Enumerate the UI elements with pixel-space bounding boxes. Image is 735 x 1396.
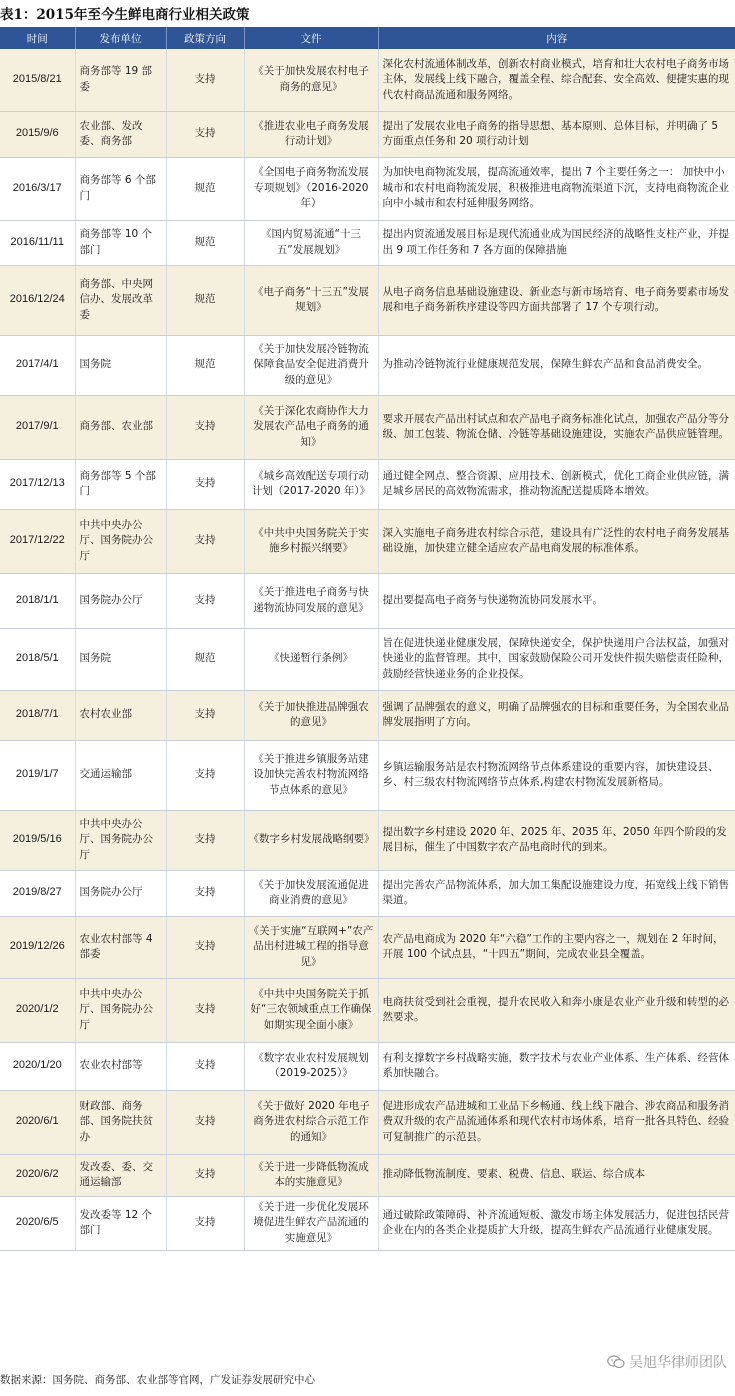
date-cell: 2018/1/1 bbox=[0, 573, 75, 628]
content-cell: 提出内贸流通发展目标是现代流通业成为国民经济的战略性支柱产业，并提出 9 项工作任务和 7 各方面的保障措施 bbox=[378, 220, 735, 265]
content-cell: 通过健全网点、整合资源、应用技术、创新模式，优化工商企业供应链，满足城乡居民的高效物流需求，推动物流配送提质降本增效。 bbox=[378, 459, 735, 509]
table-row bbox=[0, 265, 735, 335]
content-cell: 推动降低物流制度、要素、税费、信息、联运、综合成本 bbox=[378, 1154, 735, 1196]
table-row bbox=[0, 740, 735, 810]
direction-cell: 支持 bbox=[166, 1154, 244, 1196]
date-cell: 2018/5/1 bbox=[0, 628, 75, 690]
content-cell: 旨在促进快递业健康发展，保障快递安全，保护快递用户合法权益，加强对快递业的监督管理。其中，国家鼓励保险公司开发快件损失赔偿责任险种，鼓励经营快递业务的企业投保。 bbox=[378, 628, 735, 690]
header-row bbox=[0, 27, 735, 49]
content-cell: 提出完善农产品物流体系，加大加工集配设施建设力度，拓宽线上线下销售渠道。 bbox=[378, 870, 735, 916]
direction-cell: 支持 bbox=[166, 573, 244, 628]
direction-cell: 支持 bbox=[166, 690, 244, 740]
document-cell: 《关于推进乡镇服务站建设加快完善农村物流网络节点体系的意见》 bbox=[244, 740, 378, 810]
date-cell: 2015/9/6 bbox=[0, 111, 75, 157]
issuer-cell: 中共中央办公厅、国务院办公厅 bbox=[75, 978, 166, 1042]
direction-cell: 规范 bbox=[166, 335, 244, 395]
document-cell: 《关于实施“互联网+”农产品出村进城工程的指导意见》 bbox=[244, 916, 378, 978]
table-row bbox=[0, 1154, 735, 1196]
document-cell: 《关于加快发展流通促进商业消费的意见》 bbox=[244, 870, 378, 916]
document-cell: 《关于深化农商协作大力发展农产品电子商务的通知》 bbox=[244, 395, 378, 459]
direction-cell: 支持 bbox=[166, 916, 244, 978]
date-cell: 2017/9/1 bbox=[0, 395, 75, 459]
date-cell: 2020/6/5 bbox=[0, 1196, 75, 1250]
date-cell: 2016/3/17 bbox=[0, 157, 75, 220]
table-row bbox=[0, 395, 735, 459]
content-cell: 要求开展农产品出村试点和农产品电子商务标准化试点，加强农产品分等分级、加工包装、物流仓储、冷链等基础设施建设，实施农产品供应链管理。 bbox=[378, 395, 735, 459]
content-cell: 乡镇运输服务站是农村物流网络节点体系建设的重要内容，加快建设县、乡、村三级农村物流网络节点体系,构建农村物流发展新格局。 bbox=[378, 740, 735, 810]
issuer-cell: 国务院 bbox=[75, 628, 166, 690]
content-cell: 提出要提高电子商务与快递物流协同发展水平。 bbox=[378, 573, 735, 628]
document-cell: 《国内贸易流通“十三五”发展规划》 bbox=[244, 220, 378, 265]
table-row bbox=[0, 916, 735, 978]
col-header-content: 内容 bbox=[378, 27, 735, 49]
date-cell: 2019/5/16 bbox=[0, 810, 75, 870]
date-cell: 2017/12/22 bbox=[0, 509, 75, 573]
content-cell: 深入实施电子商务进农村综合示范，建设具有广泛性的农村电子商务发展基础设施，加快建立健全适应农产品电商发展的标准体系。 bbox=[378, 509, 735, 573]
content-cell: 提出数字乡村建设 2020 年、2025 年、2035 年、2050 年四个阶段的发展目标，催生了中国数字农产品电商时代的到来。 bbox=[378, 810, 735, 870]
col-header-date: 时间 bbox=[0, 27, 75, 49]
document-cell: 《关于做好 2020 年电子商务进农村综合示范工作的通知》 bbox=[244, 1090, 378, 1154]
document-cell: 《城乡高效配送专项行动计划（2017-2020 年）》 bbox=[244, 459, 378, 509]
issuer-cell: 农业部、发改委、商务部 bbox=[75, 111, 166, 157]
col-header-issuer: 发布单位 bbox=[75, 27, 166, 49]
content-cell: 促进形成农产品进城和工业品下乡畅通、线上线下融合、涉农商品和服务消费双升级的农产品流通体系和现代农村市场体系，培育一批各具特色、经验可复制推广的示范县。 bbox=[378, 1090, 735, 1154]
table-row bbox=[0, 810, 735, 870]
col-header-direction: 政策方向 bbox=[166, 27, 244, 49]
table-row bbox=[0, 1042, 735, 1090]
date-cell: 2019/1/7 bbox=[0, 740, 75, 810]
direction-cell: 支持 bbox=[166, 1042, 244, 1090]
document-cell: 《关于进一步降低物流成本的实施意见》 bbox=[244, 1154, 378, 1196]
issuer-cell: 财政部、商务部、国务院扶贫办 bbox=[75, 1090, 166, 1154]
direction-cell: 规范 bbox=[166, 157, 244, 220]
direction-cell: 支持 bbox=[166, 1196, 244, 1250]
date-cell: 2018/7/1 bbox=[0, 690, 75, 740]
date-cell: 2020/1/20 bbox=[0, 1042, 75, 1090]
issuer-cell: 商务部、农业部 bbox=[75, 395, 166, 459]
date-cell: 2019/8/27 bbox=[0, 870, 75, 916]
date-cell: 2019/12/26 bbox=[0, 916, 75, 978]
direction-cell: 支持 bbox=[166, 111, 244, 157]
issuer-cell: 农业农村部等 bbox=[75, 1042, 166, 1090]
issuer-cell: 商务部等 10 个部门 bbox=[75, 220, 166, 265]
direction-cell: 支持 bbox=[166, 459, 244, 509]
issuer-cell: 中共中央办公厅、国务院办公厅 bbox=[75, 509, 166, 573]
table-row bbox=[0, 978, 735, 1042]
direction-cell: 支持 bbox=[166, 1090, 244, 1154]
direction-cell: 支持 bbox=[166, 395, 244, 459]
table-row bbox=[0, 220, 735, 265]
issuer-cell: 商务部、中央网信办、发展改革委 bbox=[75, 265, 166, 335]
content-cell: 电商扶贫受到社会重视，提升农民收入和奔小康是农业产业升级和转型的必然要求。 bbox=[378, 978, 735, 1042]
content-cell: 为加快电商物流发展，提高流通效率，提出 7 个主要任务之一： 加快中小城市和农村电商物流发展，积极推进电商物流渠道下沉，支持电商物流企业向中小城市和农村延伸服务网络。 bbox=[378, 157, 735, 220]
table-row bbox=[0, 1090, 735, 1154]
issuer-cell: 发改委、委、交通运输部 bbox=[75, 1154, 166, 1196]
document-cell: 《数字农业农村发展规划（2019-2025）》 bbox=[244, 1042, 378, 1090]
document-cell: 《关于加快推进品牌强农的意见》 bbox=[244, 690, 378, 740]
document-cell: 《中共中央国务院关于抓好“三农领域重点工作确保如期实现全面小康》 bbox=[244, 978, 378, 1042]
date-cell: 2017/4/1 bbox=[0, 335, 75, 395]
date-cell: 2016/12/24 bbox=[0, 265, 75, 335]
issuer-cell: 国务院办公厅 bbox=[75, 870, 166, 916]
direction-cell: 支持 bbox=[166, 49, 244, 111]
table-row bbox=[0, 49, 735, 111]
direction-cell: 支持 bbox=[166, 810, 244, 870]
direction-cell: 支持 bbox=[166, 978, 244, 1042]
table-row bbox=[0, 335, 735, 395]
document-cell: 《快递暂行条例》 bbox=[244, 628, 378, 690]
source-note: 数据来源：国务院、商务部、农业部等官网，广发证券发展研究中心 bbox=[0, 1374, 315, 1386]
content-cell: 农产品电商成为 2020 年“六稳”工作的主要内容之一，规划在 2 年时间，开展 100 个试点县，“十四五”期间，完成农业县全覆盖。 bbox=[378, 916, 735, 978]
table-row bbox=[0, 157, 735, 220]
table-row bbox=[0, 111, 735, 157]
table-row bbox=[0, 870, 735, 916]
document-cell: 《关于加快发展冷链物流保障食品安全促进消费升级的意见》 bbox=[244, 335, 378, 395]
content-cell: 从电子商务信息基础设施建设、新业态与新市场培育、电子商务要素市场发展和电子商务新秩序建设等四方面共部署了 17 个专项行动。 bbox=[378, 265, 735, 335]
date-cell: 2015/8/21 bbox=[0, 49, 75, 111]
table-row bbox=[0, 573, 735, 628]
watermark bbox=[607, 1352, 727, 1372]
content-cell: 深化农村流通体制改革，创新农村商业模式，培育和壮大农村电子商务市场主体，发展线上线下融合，覆盖全程、综合配套、安全高效、便捷实惠的现代农村商品流通和服务网络。 bbox=[378, 49, 735, 111]
content-cell: 提出了发展农业电子商务的指导思想、基本原则、总体目标，并明确了 5 方面重点任务和 20 项行动计划 bbox=[378, 111, 735, 157]
direction-cell: 支持 bbox=[166, 870, 244, 916]
wechat-icon bbox=[607, 1355, 625, 1369]
table-row bbox=[0, 459, 735, 509]
issuer-cell: 商务部等 19 部委 bbox=[75, 49, 166, 111]
date-cell: 2020/1/2 bbox=[0, 978, 75, 1042]
document-cell: 《电子商务“十三五”发展规划》 bbox=[244, 265, 378, 335]
issuer-cell: 发改委等 12 个部门 bbox=[75, 1196, 166, 1250]
issuer-cell: 农村农业部 bbox=[75, 690, 166, 740]
table-row bbox=[0, 1196, 735, 1250]
issuer-cell: 商务部等 6 个部门 bbox=[75, 157, 166, 220]
content-cell: 为推动冷链物流行业健康规范发展，保障生鲜农产品和食品消费安全。 bbox=[378, 335, 735, 395]
document-cell: 《推进农业电子商务发展行动计划》 bbox=[244, 111, 378, 157]
table-row bbox=[0, 509, 735, 573]
date-cell: 2020/6/1 bbox=[0, 1090, 75, 1154]
table-title: 表1：2015年至今生鲜电商行业相关政策 bbox=[0, 7, 250, 23]
content-cell: 强调了品牌强农的意义，明确了品牌强农的目标和重要任务，为全国农业品牌发展指明了方向。 bbox=[378, 690, 735, 740]
content-cell: 有利支撑数字乡村战略实施，数字技术与农业产业体系、生产体系、经营体系加快融合。 bbox=[378, 1042, 735, 1090]
document-cell: 《关于推进电子商务与快递物流协同发展的意见》 bbox=[244, 573, 378, 628]
content-cell: 通过破除政策障碍、补齐流通短板、激发市场主体发展活力，促进包括民营企业在内的各类企业提质扩大升级，提高生鲜农产品流通行业健康发展。 bbox=[378, 1196, 735, 1250]
table-row bbox=[0, 628, 735, 690]
policy-table bbox=[0, 27, 735, 1251]
issuer-cell: 交通运输部 bbox=[75, 740, 166, 810]
direction-cell: 规范 bbox=[166, 628, 244, 690]
document-cell: 《关于加快发展农村电子商务的意见》 bbox=[244, 49, 378, 111]
document-cell: 《中共中央国务院关于实施乡村振兴纲要》 bbox=[244, 509, 378, 573]
col-header-document: 文件 bbox=[244, 27, 378, 49]
date-cell: 2016/11/11 bbox=[0, 220, 75, 265]
direction-cell: 支持 bbox=[166, 740, 244, 810]
direction-cell: 规范 bbox=[166, 265, 244, 335]
issuer-cell: 农业农村部等 4 部委 bbox=[75, 916, 166, 978]
document-cell: 《数字乡村发展战略纲要》 bbox=[244, 810, 378, 870]
issuer-cell: 国务院 bbox=[75, 335, 166, 395]
issuer-cell: 中共中央办公厅、国务院办公厅 bbox=[75, 810, 166, 870]
document-cell: 《关于进一步优化发展环境促进生鲜农产品流通的实施意见》 bbox=[244, 1196, 378, 1250]
watermark-text: 吴旭华律师团队 bbox=[629, 1355, 727, 1371]
date-cell: 2020/6/2 bbox=[0, 1154, 75, 1196]
direction-cell: 规范 bbox=[166, 220, 244, 265]
issuer-cell: 商务部等 5 个部门 bbox=[75, 459, 166, 509]
issuer-cell: 国务院办公厅 bbox=[75, 573, 166, 628]
date-cell: 2017/12/13 bbox=[0, 459, 75, 509]
direction-cell: 支持 bbox=[166, 509, 244, 573]
document-cell: 《全国电子商务物流发展专项规划》（2016-2020年） bbox=[244, 157, 378, 220]
table-row bbox=[0, 690, 735, 740]
